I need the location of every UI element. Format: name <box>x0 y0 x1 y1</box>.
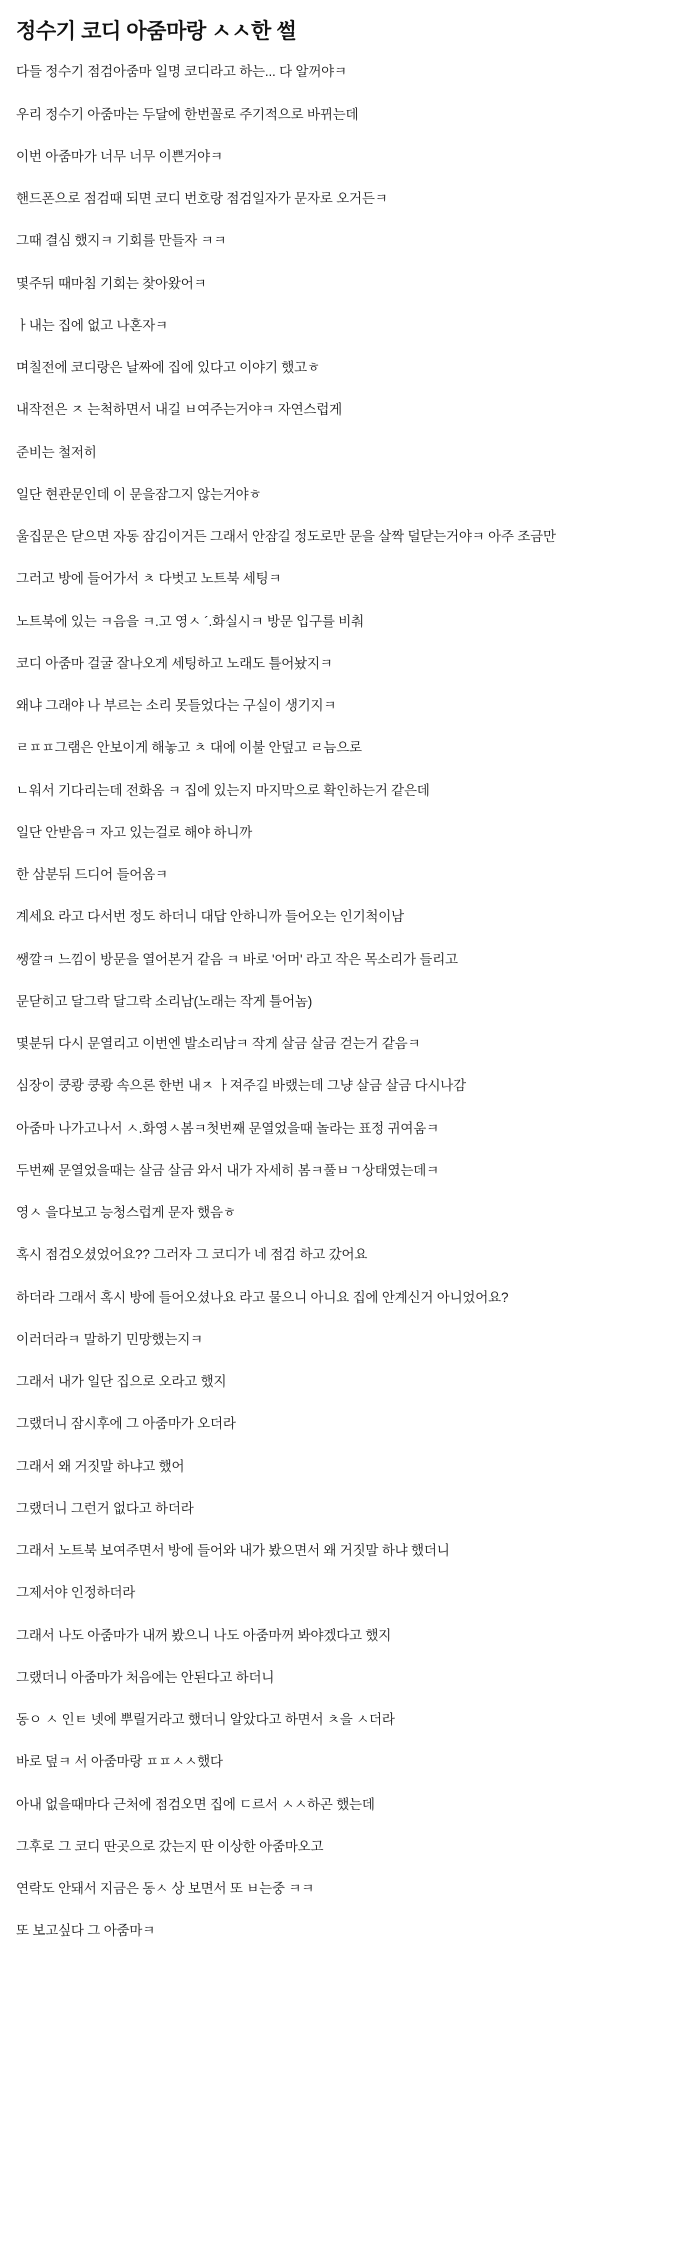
body-line: 그랬더니 잠시후에 그 아줌마가 오더라 <box>16 1416 236 1432</box>
body-line: ㄹㅍㅍ그램은 안보이게 해놓고 ㅊ 대에 이불 안덮고 ㄹ늠으로 <box>16 740 362 756</box>
body-line: 두번째 문열었을때는 살금 살금 와서 내가 자세히 봄ㅋ풀ㅂㄱ상태였는데ㅋ <box>16 1162 439 1178</box>
body-line: 혹시 점검오셨었어요?? 그러자 그 코디가 네 점검 하고 갔어요 <box>16 1247 368 1263</box>
body-line: 동ㅇ ㅅ 인ㅌ 넷에 뿌릴거라고 했더니 알았다고 하면서 ㅊ을 ㅅ더라 <box>16 1712 395 1728</box>
body-line: 그래서 왜 거짓말 하냐고 했어 <box>16 1458 185 1474</box>
body-line: 계세요 라고 다서번 정도 하더니 대답 안하니까 들어오는 인기척이남 <box>16 909 404 925</box>
body-line: 하더라 그래서 혹시 방에 들어오셨나요 라고 물으니 아니요 집에 안계신거 아니었어요? <box>16 1289 509 1305</box>
body-line: 한 삼분뒤 드디어 들어옴ㅋ <box>16 867 168 883</box>
body-line: 일단 안받음ㅋ 자고 있는걸로 해야 하니까 <box>16 824 253 840</box>
body-line: 그러고 방에 들어가서 ㅊ 다벗고 노트북 세팅ㅋ <box>16 571 282 587</box>
body-line: 다들 정수기 점검아줌마 일명 코디라고 하는... 다 알꺼야ㅋ <box>16 64 347 80</box>
body-line: 그랬더니 그런거 없다고 하더라 <box>16 1500 194 1516</box>
body-line: 그제서야 인정하더라 <box>16 1585 136 1601</box>
body-line: 바로 덮ㅋ 서 아줌마랑 ㅍㅍㅅㅅ했다 <box>16 1754 223 1770</box>
body-line: 왜냐 그래야 나 부르는 소리 못들었다는 구실이 생기지ㅋ <box>16 698 337 714</box>
body-line: 심장이 쿵쾅 쿵쾅 속으론 한번 내ㅈ ㅏ져주길 바랬는데 그냥 살금 살금 다시나감 <box>16 1078 466 1094</box>
post-body <box>16 62 684 1941</box>
body-line: 그랬더니 아줌마가 처음에는 안된다고 하더니 <box>16 1669 275 1685</box>
body-line: 그래서 나도 아줌마가 내꺼 봤으니 나도 아줌마꺼 봐야겠다고 했지 <box>16 1627 392 1643</box>
body-line: 그후로 그 코디 딴곳으로 갔는지 딴 이상한 아줌마오고 <box>16 1838 324 1854</box>
body-line: 문닫히고 달그락 달그락 소리남(노래는 작게 틀어놈) <box>16 993 313 1009</box>
body-line: 코디 아줌마 걸굴 잘나오게 세팅하고 노래도 틀어놨지ㅋ <box>16 655 333 671</box>
body-line: 몇주뒤 때마침 기회는 찾아왔어ㅋ <box>16 275 207 291</box>
page-title: 정수기 코디 아줌마랑 ㅅㅅ한 썰 <box>16 20 297 43</box>
body-line: 그래서 노트북 보여주면서 방에 들어와 내가 봤으면서 왜 거짓말 하냐 했더니 <box>16 1543 450 1559</box>
body-line: 그래서 내가 일단 집으로 오라고 했지 <box>16 1374 227 1390</box>
body-line: 준비는 철저히 <box>16 444 97 460</box>
body-line: 내작전은 ㅈ 는척하면서 내길 ㅂ여주는거야ㅋ 자연스럽게 <box>16 402 342 418</box>
body-line: 아내 없을때마다 근처에 점검오면 집에 ㄷ르서 ㅅㅅ하곤 했는데 <box>16 1796 375 1812</box>
body-line: 쌩깔ㅋ 느낌이 방문을 열어본거 같음 ㅋ 바로 '어머' 라고 작은 목소리가 들리고 <box>16 951 458 967</box>
body-line: 이번 아줌마가 너무 너무 이쁜거야ㅋ <box>16 148 223 164</box>
body-line: 우리 정수기 아줌마는 두달에 한번꼴로 주기적으로 바뀌는데 <box>16 106 359 122</box>
body-line: 울집문은 닫으면 자동 잠김이거든 그래서 안잠길 정도로만 문을 살짝 덜닫는거야ㅋ 아주 조금만 <box>16 529 556 545</box>
body-line: 며칠전에 코디랑은 날짜에 집에 있다고 이야기 했고ㅎ <box>16 360 320 376</box>
body-line: 이러더라ㅋ 말하기 민망했는지ㅋ <box>16 1331 203 1347</box>
body-line: 아줌마 나가고나서 ㅅ.화영ㅅ봄ㅋ첫번째 문열었을때 놀라는 표정 귀여움ㅋ <box>16 1120 439 1136</box>
body-line: 영ㅅ 을다보고 능청스럽게 문자 했음ㅎ <box>16 1205 236 1221</box>
body-line: ㅏ내는 집에 없고 나혼자ㅋ <box>16 317 168 333</box>
body-line: 연락도 안돼서 지금은 동ㅅ 상 보면서 또 ㅂ는중 ㅋㅋ <box>16 1881 315 1897</box>
body-line: 또 보고싶다 그 아줌마ㅋ <box>16 1923 156 1939</box>
body-line: 노트북에 있는 ㅋ음을 ㅋ.고 영ㅅ ´.화실시ㅋ 방문 입구를 비춰 <box>16 613 364 629</box>
body-line: 핸드폰으로 점검때 되면 코디 번호랑 점검일자가 문자로 오거든ㅋ <box>16 191 388 207</box>
body-line: 몇분뒤 다시 문열리고 이번엔 발소리남ㅋ 작게 살금 살금 걷는거 같음ㅋ <box>16 1036 421 1052</box>
body-line: 그때 결심 했지ㅋ 기회를 만들자 ㅋㅋ <box>16 233 227 249</box>
body-line: 일단 현관문인데 이 문을잠그지 않는거야ㅎ <box>16 486 262 502</box>
body-line: ㄴ워서 기다리는데 전화옴 ㅋ 집에 있는지 마지막으로 확인하는거 같은데 <box>16 782 430 798</box>
